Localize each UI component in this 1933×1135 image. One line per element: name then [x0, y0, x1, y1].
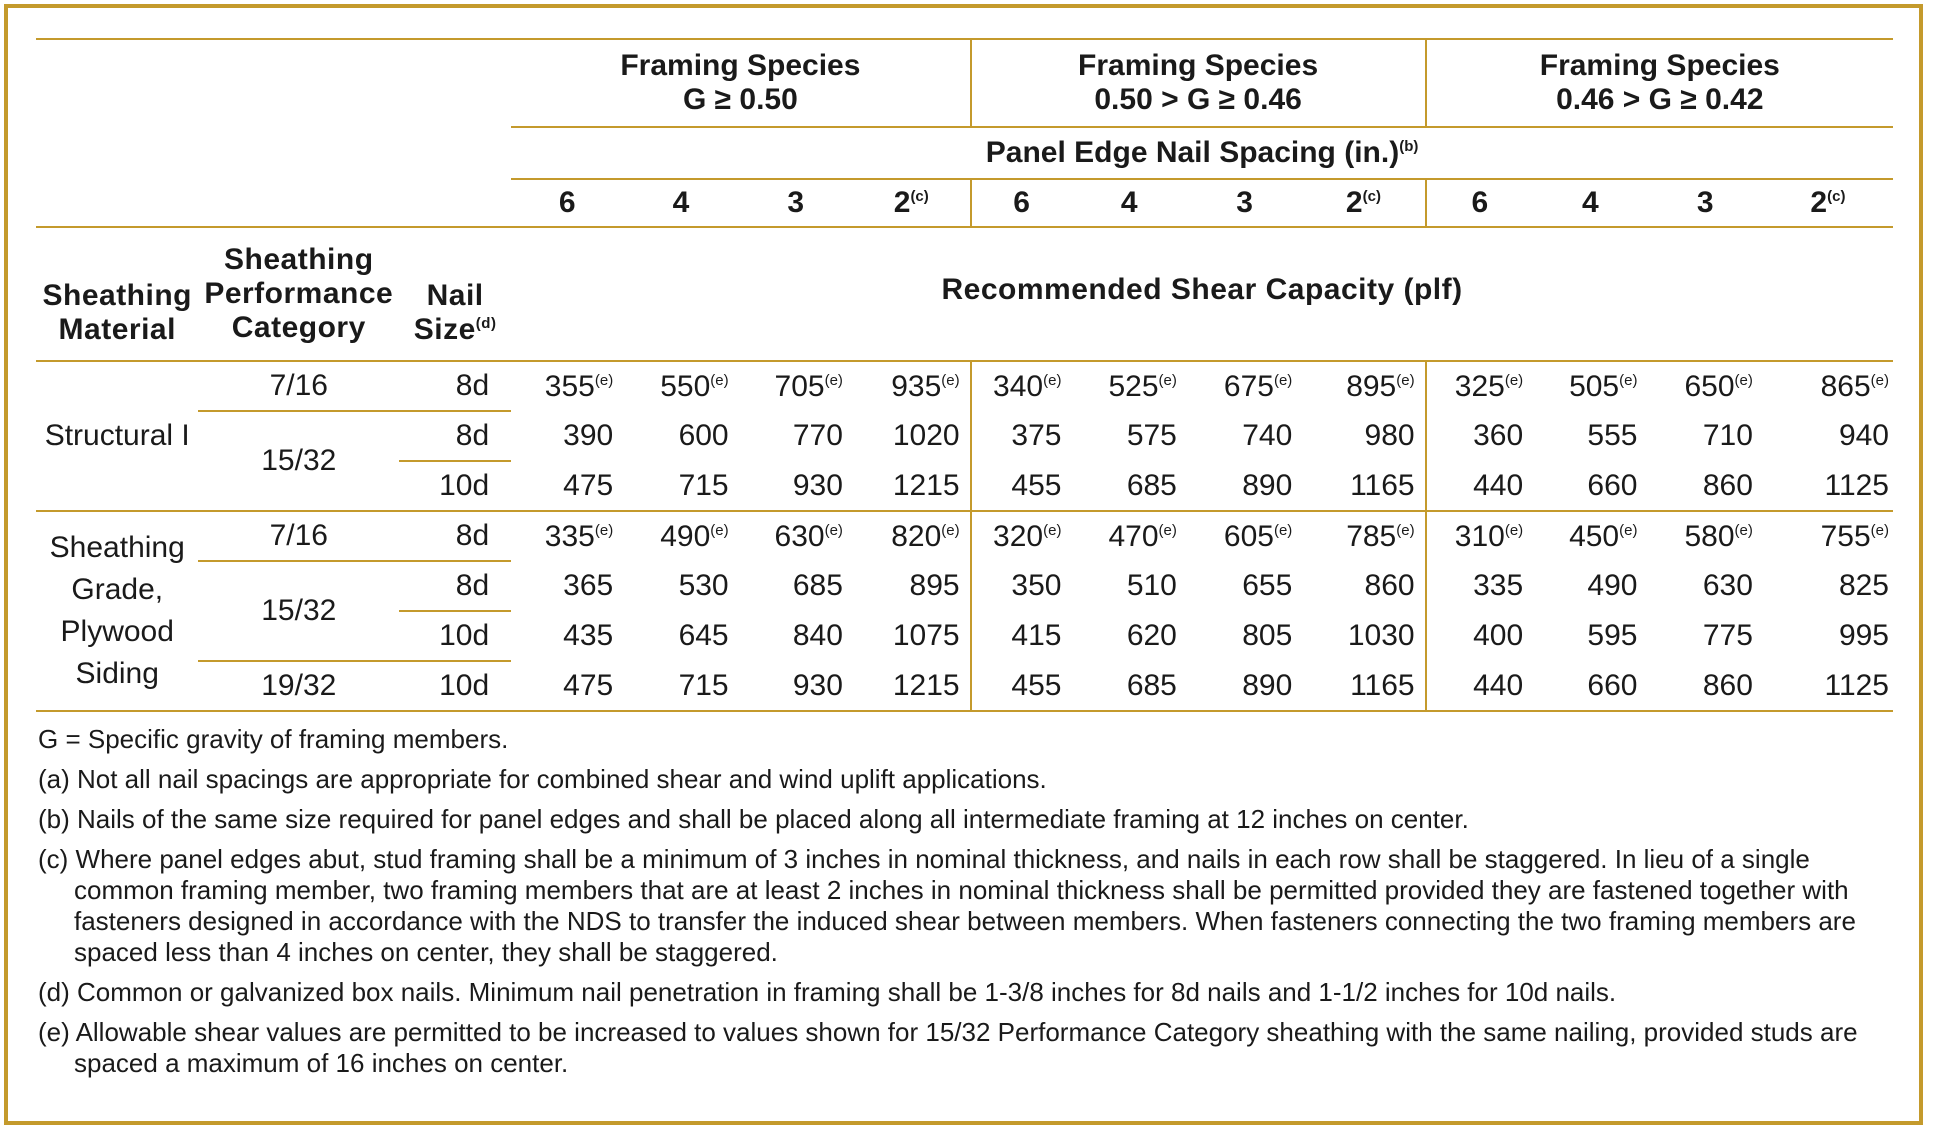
value-cell: [1302, 511, 1425, 561]
value-cell: [511, 561, 623, 611]
value-text: 770: [792, 419, 843, 452]
footnote-e-marker: (e): [1504, 521, 1524, 539]
footnote-e-marker: (e): [1870, 521, 1889, 539]
value-text: 365: [563, 569, 614, 602]
value-cell: [623, 611, 738, 661]
value-text: 980: [1364, 419, 1415, 452]
value-cell: [1647, 561, 1762, 611]
value-text: 490: [1587, 569, 1638, 602]
species-header-3: [1426, 39, 1893, 127]
value-text: 1125: [1824, 668, 1889, 702]
category-cell: 7/16: [198, 361, 399, 411]
spacing-6: 6: [1426, 179, 1534, 227]
value-cell: [971, 411, 1072, 461]
value-text: 660: [1587, 668, 1638, 702]
value-cell: [1533, 411, 1647, 461]
value-text: 865: [1820, 369, 1871, 403]
value-cell: [1426, 611, 1534, 661]
value-cell: [1071, 461, 1186, 511]
value-cell: [853, 511, 971, 561]
spacing-header-sup: (b): [1399, 138, 1419, 155]
value-text: 505: [1569, 369, 1620, 403]
footnote-e-marker: (e): [1396, 521, 1415, 539]
value-cell: [853, 561, 971, 611]
value-cell: [1763, 411, 1893, 461]
value-text: 740: [1242, 419, 1293, 452]
value-cell: [853, 411, 971, 461]
value-text: 555: [1587, 419, 1638, 452]
material-sheathing: [36, 511, 198, 711]
footnote-e-marker: (e): [710, 371, 729, 389]
nail-cell: 10d: [399, 611, 511, 661]
spacing-values-row: [36, 179, 1893, 227]
value-cell: [1763, 461, 1893, 511]
value-cell: [1426, 411, 1534, 461]
value-cell: [1426, 561, 1534, 611]
species-header-2: [971, 39, 1426, 127]
material-sheathing-line3: Plywood: [60, 615, 174, 648]
value-text: 435: [563, 619, 614, 652]
value-text: 710: [1702, 419, 1753, 452]
value-text: 940: [1838, 419, 1889, 452]
nail-size-header: [399, 227, 511, 361]
note-b: (b) Nails of the same size required for panel edges and shall be placed along all intermediate framing at 12 inches on center.: [38, 804, 1469, 834]
footnote-e-marker: (e): [1870, 371, 1889, 389]
footnote-e-marker: (e): [824, 371, 843, 389]
value-cell: [623, 461, 738, 511]
value-text: 335: [1473, 569, 1524, 602]
footnote-e-marker: (e): [941, 521, 960, 539]
value-cell: [1533, 511, 1647, 561]
nail-cell: 8d: [399, 361, 511, 411]
value-cell: [1647, 361, 1762, 411]
value-cell: [971, 361, 1072, 411]
value-cell: [739, 361, 853, 411]
value-cell: [1533, 611, 1647, 661]
table-row: [36, 411, 1893, 461]
value-cell: [1647, 611, 1762, 661]
value-cell: [623, 661, 738, 711]
value-cell: [1533, 361, 1647, 411]
value-cell: [739, 611, 853, 661]
species-header-1: [511, 39, 970, 127]
value-cell: [1763, 661, 1893, 711]
value-text: 335: [544, 519, 595, 553]
footnote-e-marker: (e): [1504, 371, 1524, 389]
value-cell: [1071, 611, 1186, 661]
value-cell: [739, 511, 853, 561]
spacing-4: 4: [1533, 179, 1647, 227]
value-text: 820: [891, 519, 942, 553]
footnote-e-marker: (e): [594, 371, 614, 389]
value-text: 660: [1587, 468, 1638, 502]
nail-header-line2: Size$^{(d)}$: [413, 313, 497, 346]
value-cell: [971, 511, 1072, 561]
footnote-e-marker: (e): [1158, 521, 1177, 539]
material-header-text: Sheathing Material: [42, 279, 192, 346]
nail-cell: 10d: [439, 669, 490, 702]
value-text: 600: [678, 419, 729, 452]
value-text: 470: [1108, 519, 1159, 553]
spacing-4: 4: [1071, 179, 1186, 227]
footnote-e-marker: (e): [710, 521, 729, 539]
value-text: 1075: [892, 619, 960, 652]
value-text: 630: [774, 519, 825, 553]
value-text: 1030: [1347, 619, 1415, 652]
footnote-e-marker: (e): [941, 371, 960, 389]
value-text: 440: [1473, 668, 1524, 702]
footnote-e-marker: (e): [1158, 371, 1177, 389]
value-cell: [1302, 561, 1425, 611]
value-text: 895: [909, 569, 960, 602]
value-text: 890: [1242, 468, 1293, 502]
value-text: 895: [1346, 369, 1397, 403]
value-text: 685: [792, 569, 843, 602]
value-cell: [853, 461, 971, 511]
value-text: 705: [774, 369, 825, 403]
value-text: 650: [1684, 369, 1735, 403]
note-c: (c) Where panel edges abut, stud framing shall be a minimum of 3 inches in nominal thickness, and nails in each row shall be staggered. In lieu of a single common framing member, two framing members that are at least 2 inches in nominal thickness shall be permitted provided they are fastened together with fasteners designed in accordance with the NDS to transfer the induced shear between members. When fasteners connecting the two framing members are spaced less than 4 inches on center, they shall be staggered.: [38, 844, 1856, 967]
value-text: 525: [1108, 369, 1159, 403]
nail-cell: 8d: [399, 511, 511, 561]
value-text: 840: [792, 619, 843, 652]
note-e: (e) Allowable shear values are permitted to be increased to values shown for 15/32 Performance Category sheathing with the same nailing, provided studs are spaced a maximum of 16 inches on center.: [38, 1017, 1858, 1078]
value-cell: [1302, 361, 1425, 411]
table-row: [36, 661, 1893, 711]
footnote-e-marker: (e): [1396, 371, 1415, 389]
species-header-1-line2: G ≥ 0.50: [682, 83, 798, 116]
species-header-3-line2: 0.46 > G ≥ 0.42: [1556, 83, 1764, 116]
value-text: 755: [1820, 519, 1871, 553]
value-cell: [1426, 461, 1534, 511]
footnote-e-marker: (e): [1043, 521, 1062, 539]
value-text: 360: [1473, 419, 1524, 452]
value-text: 320: [993, 519, 1044, 553]
value-cell: [511, 361, 623, 411]
value-text: 860: [1364, 569, 1415, 602]
value-cell: [1647, 661, 1762, 711]
value-text: 715: [678, 468, 729, 502]
footnote-e-marker: (e): [1619, 371, 1638, 389]
footnote-e-marker: (e): [1043, 371, 1062, 389]
value-cell: [1763, 561, 1893, 611]
nail-cell: 8d: [399, 561, 511, 611]
value-cell: [971, 561, 1072, 611]
value-cell: [971, 661, 1072, 711]
category-cell: 15/32: [198, 561, 399, 661]
value-text: 630: [1702, 569, 1753, 602]
value-text: 455: [1011, 668, 1062, 702]
spacing-6: 6: [971, 179, 1072, 227]
value-text: 415: [1011, 619, 1062, 652]
value-cell: [853, 611, 971, 661]
note-g: G = Specific gravity of framing members.: [38, 724, 509, 754]
value-cell: [511, 511, 623, 561]
spacing-3: 3: [1647, 179, 1762, 227]
value-text: 475: [563, 668, 614, 702]
value-cell: [1071, 361, 1186, 411]
value-cell: [623, 511, 738, 561]
value-cell: [1302, 661, 1425, 711]
spacing-3: 3: [739, 179, 853, 227]
species-header-2-line1: Framing Species: [1078, 49, 1319, 82]
value-text: 935: [891, 369, 942, 403]
value-text: 595: [1587, 619, 1638, 652]
value-text: 785: [1346, 519, 1397, 553]
footnote-e-marker: (e): [1734, 371, 1753, 389]
nail-cell: 8d: [399, 411, 511, 461]
spacing-6: 6: [511, 179, 623, 227]
category-header-line1: Sheathing: [224, 243, 374, 276]
value-cell: [1763, 361, 1893, 411]
value-text: 825: [1838, 569, 1889, 602]
value-text: 390: [563, 419, 614, 452]
footnote-e-marker: (e): [1619, 521, 1638, 539]
value-cell: [1071, 511, 1186, 561]
table-row: [36, 561, 1893, 611]
value-cell: [1426, 511, 1534, 561]
value-cell: [511, 411, 623, 461]
value-text: 490: [660, 519, 711, 553]
value-text: 440: [1473, 468, 1524, 502]
footnote-e-marker: (e): [824, 521, 843, 539]
value-cell: [971, 461, 1072, 511]
species-header-row: [36, 39, 1893, 127]
value-cell: [1187, 661, 1302, 711]
value-cell: [1647, 411, 1762, 461]
spacing-2: 2$^{(c)}$: [1302, 179, 1425, 227]
value-cell: [1763, 511, 1893, 561]
species-header-1-line1: Framing Species: [620, 49, 861, 82]
value-text: 685: [1126, 468, 1177, 502]
value-cell: [1187, 611, 1302, 661]
nail-cell: 10d: [439, 469, 490, 502]
value-text: 510: [1126, 569, 1177, 602]
value-text: 455: [1011, 468, 1062, 502]
category-header-line2: Performance: [204, 277, 394, 310]
value-text: 860: [1702, 468, 1753, 502]
value-cell: [1187, 511, 1302, 561]
value-text: 715: [678, 668, 729, 702]
value-text: 620: [1126, 619, 1177, 652]
value-cell: [1426, 361, 1534, 411]
value-text: 775: [1702, 619, 1753, 652]
spacing-header: [511, 127, 1893, 179]
footnote-e-marker: (e): [1273, 371, 1293, 389]
value-text: 805: [1242, 619, 1293, 652]
spacing-header-text: Panel Edge Nail Spacing (in.): [985, 136, 1400, 169]
value-cell: [1071, 411, 1186, 461]
value-text: 1215: [892, 668, 960, 702]
value-cell: [739, 661, 853, 711]
shear-capacity-table: [36, 38, 1893, 712]
value-text: 325: [1454, 369, 1505, 403]
value-text: 530: [678, 569, 729, 602]
value-text: 450: [1569, 519, 1620, 553]
value-text: 645: [678, 619, 729, 652]
category-header: [198, 227, 399, 361]
value-cell: [1533, 561, 1647, 611]
value-text: 310: [1454, 519, 1505, 553]
material-sheathing-line2: Grade,: [71, 573, 164, 606]
value-cell: [1071, 561, 1186, 611]
value-cell: [1187, 561, 1302, 611]
value-cell: [623, 361, 738, 411]
value-cell: [853, 661, 971, 711]
value-cell: [1763, 611, 1893, 661]
header-blank: [36, 39, 511, 127]
category-cell: 15/32: [261, 444, 337, 477]
value-cell: [1647, 461, 1762, 511]
value-cell: [739, 561, 853, 611]
material-structural: Structural I: [36, 361, 198, 511]
capacity-header: Recommended Shear Capacity (plf): [941, 273, 1463, 306]
value-cell: [623, 411, 738, 461]
value-text: 1215: [892, 468, 960, 502]
value-text: 860: [1702, 668, 1753, 702]
spacing-2: 2$^{(c)}$: [853, 179, 971, 227]
footnotes: [38, 724, 1898, 1088]
material-sheathing-line1: Sheathing: [49, 531, 185, 564]
species-header-3-line1: Framing Species: [1539, 49, 1780, 82]
value-cell: [739, 461, 853, 511]
table-row: [36, 511, 1893, 561]
value-text: 685: [1126, 668, 1177, 702]
value-cell: [971, 611, 1072, 661]
value-text: 550: [660, 369, 711, 403]
value-text: 930: [792, 668, 843, 702]
value-text: 400: [1473, 619, 1524, 652]
value-cell: [1187, 361, 1302, 411]
value-cell: [511, 661, 623, 711]
value-text: 1165: [1350, 668, 1415, 702]
spacing-3: 3: [1187, 179, 1302, 227]
spacing-4: 4: [623, 179, 738, 227]
value-text: 1125: [1824, 468, 1889, 502]
value-text: 930: [792, 468, 843, 502]
value-cell: [1187, 411, 1302, 461]
note-d: (d) Common or galvanized box nails. Minimum nail penetration in framing shall be 1-3/8 inches for 8d nails and 1-1/2 inches for 10d nails.: [38, 977, 1617, 1007]
value-cell: [1302, 611, 1425, 661]
value-cell: [1302, 411, 1425, 461]
value-text: 580: [1684, 519, 1735, 553]
category-cell: 19/32: [261, 669, 337, 702]
value-text: 575: [1126, 419, 1177, 452]
value-cell: [511, 461, 623, 511]
value-text: 1020: [892, 419, 960, 452]
value-cell: [1647, 511, 1762, 561]
value-cell: [739, 411, 853, 461]
value-cell: [511, 611, 623, 661]
value-cell: [1426, 661, 1534, 711]
value-text: 655: [1242, 569, 1293, 602]
value-text: 350: [1011, 569, 1062, 602]
table-row: [36, 361, 1893, 411]
value-text: 675: [1223, 369, 1274, 403]
value-text: 340: [993, 369, 1044, 403]
column-header-row: [36, 227, 1893, 361]
note-a: (a) Not all nail spacings are appropriate for combined shear and wind uplift applications.: [38, 764, 1047, 794]
material-header: [36, 227, 198, 361]
value-text: 890: [1242, 668, 1293, 702]
value-text: 375: [1011, 419, 1062, 452]
category-cell: 7/16: [198, 511, 399, 561]
value-text: 1165: [1350, 468, 1415, 502]
value-cell: [1533, 461, 1647, 511]
value-text: 605: [1223, 519, 1274, 553]
footnote-e-marker: (e): [594, 521, 614, 539]
value-cell: [1187, 461, 1302, 511]
value-cell: [853, 361, 971, 411]
nail-header-line1: Nail: [426, 279, 484, 312]
value-cell: [623, 561, 738, 611]
species-header-2-line2: 0.50 > G ≥ 0.46: [1094, 83, 1302, 116]
footnote-e-marker: (e): [1273, 521, 1293, 539]
material-sheathing-line4: Siding: [75, 657, 159, 690]
value-text: 355: [544, 369, 595, 403]
spacing-2: 2$^{(c)}$: [1763, 179, 1893, 227]
value-cell: [1533, 661, 1647, 711]
value-cell: [1302, 461, 1425, 511]
value-text: 475: [563, 468, 614, 502]
footnote-e-marker: (e): [1734, 521, 1753, 539]
value-cell: [1071, 661, 1186, 711]
category-header-line3: Category: [231, 311, 366, 344]
spacing-header-row: [36, 127, 1893, 179]
value-text: 995: [1838, 619, 1889, 652]
